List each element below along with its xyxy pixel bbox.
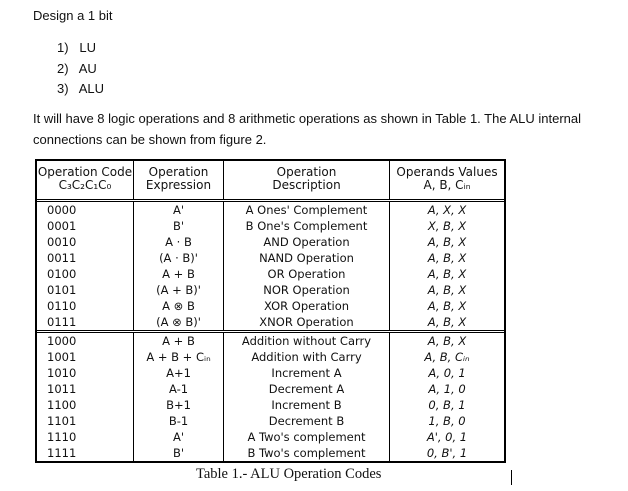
list-item: [57, 61, 97, 77]
header-op-code: Operation Code C₃C₂C₁C₀: [37, 161, 134, 199]
arithmetic-operations-group: [37, 333, 504, 461]
description-cell: Addition without Carry: [224, 333, 390, 349]
table-header: [37, 161, 504, 202]
operands-cell: A, B, X: [427, 283, 467, 297]
op-code-cell: 0010: [37, 234, 134, 250]
op-code-cell: 0110: [37, 298, 134, 314]
description-cell: NOR Operation: [224, 282, 390, 298]
header-operands: Operands Values A, B, Cᵢₙ: [396, 165, 498, 192]
description-cell: B Two's complement: [224, 445, 390, 461]
description-cell: NAND Operation: [224, 250, 390, 266]
table-row: [37, 266, 504, 282]
description-cell: Decrement B: [224, 413, 390, 429]
operands-cell: A, B, Cᵢₙ: [424, 350, 470, 364]
description-cell: XNOR Operation: [224, 314, 390, 330]
operands-cell: X, B, X: [427, 219, 467, 233]
alu-operation-table: [35, 159, 506, 463]
list-number: 2): [57, 61, 69, 76]
op-code-cell: 1101: [37, 413, 134, 429]
operands-cell: A', 0, 1: [426, 430, 468, 444]
operands-cell: A, X, X: [427, 203, 467, 217]
list-item: [57, 81, 104, 97]
description-cell: Addition with Carry: [224, 349, 390, 365]
expression-cell: A': [134, 429, 224, 445]
operands-cell: A, B, X: [427, 235, 467, 249]
op-code-cell: 1010: [37, 365, 134, 381]
operands-cell: A, B, X: [427, 267, 467, 281]
text-cursor: [511, 470, 512, 485]
table-row: [37, 250, 504, 266]
list-label: ALU: [78, 81, 104, 96]
op-code-cell: 0011: [37, 250, 134, 266]
op-code-cell: 0001: [37, 218, 134, 234]
table-row: [37, 413, 504, 429]
description-paragraph: It will have 8 logic operations and 8 arithmetic operations as shown in Table 1. The ALU internal connections can be shown from figure 2.: [33, 111, 582, 147]
list-number: 1): [57, 40, 69, 55]
expression-cell: B+1: [134, 397, 224, 413]
op-code-cell: 0101: [37, 282, 134, 298]
description-cell: Increment A: [224, 365, 390, 381]
list-number: 3): [57, 81, 69, 96]
expression-cell: A + B + Cᵢₙ: [134, 349, 224, 365]
operands-cell: A, B, X: [427, 251, 467, 265]
table-row: [37, 381, 504, 397]
expression-cell: B-1: [134, 413, 224, 429]
header-op-expression: Operation Expression: [134, 161, 224, 199]
operands-cell: A, B, X: [427, 334, 467, 348]
op-code-cell: 0100: [37, 266, 134, 282]
list-label: LU: [79, 40, 97, 55]
table-row: [37, 234, 504, 250]
table-row: [37, 202, 504, 218]
op-code-cell: 1000: [37, 333, 134, 349]
expression-cell: B': [134, 445, 224, 461]
description-cell: Decrement A: [224, 381, 390, 397]
table-row: [37, 429, 504, 445]
description-cell: B One's Complement: [224, 218, 390, 234]
table-row: [37, 349, 504, 365]
table-row: [37, 298, 504, 314]
table-row: [37, 282, 504, 298]
logic-operations-group: [37, 202, 504, 333]
operands-cell: A, B, X: [427, 315, 467, 329]
operands-cell: 0, B, 1: [428, 398, 466, 412]
description-cell: AND Operation: [224, 234, 390, 250]
op-code-cell: 0111: [37, 314, 134, 330]
table-row: [37, 365, 504, 381]
op-code-cell: 1011: [37, 381, 134, 397]
expression-cell: A': [134, 202, 224, 218]
op-code-cell: 1100: [37, 397, 134, 413]
table-caption: Table 1.- ALU Operation Codes: [196, 466, 382, 482]
expression-cell: A-1: [134, 381, 224, 397]
description-cell: Increment B: [224, 397, 390, 413]
list-item: [57, 40, 96, 56]
operands-cell: 1, B, 0: [428, 414, 466, 428]
expression-cell: A ⊗ B: [134, 298, 224, 314]
table-row: [37, 333, 504, 349]
expression-cell: A · B: [134, 234, 224, 250]
description-cell: A Ones' Complement: [224, 202, 390, 218]
table-row: [37, 445, 504, 461]
op-code-cell: 0000: [37, 202, 134, 218]
table-row: [37, 397, 504, 413]
intro-text: Design a 1 bit: [33, 8, 113, 23]
description-cell: XOR Operation: [224, 298, 390, 314]
expression-cell: A+1: [134, 365, 224, 381]
expression-cell: B': [134, 218, 224, 234]
header-op-description: Operation Description: [224, 161, 390, 199]
op-code-cell: 1110: [37, 429, 134, 445]
table-row: [37, 314, 504, 330]
operands-cell: A, 1, 0: [428, 382, 466, 396]
description-cell: A Two's complement: [224, 429, 390, 445]
op-code-cell: 1001: [37, 349, 134, 365]
operands-cell: 0, B', 1: [426, 446, 468, 460]
description-cell: OR Operation: [224, 266, 390, 282]
operands-cell: A, B, X: [427, 299, 467, 313]
expression-cell: A + B: [134, 333, 224, 349]
operands-cell: A, 0, 1: [428, 366, 466, 380]
expression-cell: (A + B)': [134, 282, 224, 298]
list-label: AU: [78, 61, 97, 76]
expression-cell: (A · B)': [134, 250, 224, 266]
op-code-cell: 1111: [37, 445, 134, 461]
table-row: [37, 218, 504, 234]
expression-cell: (A ⊗ B)': [134, 314, 224, 330]
expression-cell: A + B: [134, 266, 224, 282]
